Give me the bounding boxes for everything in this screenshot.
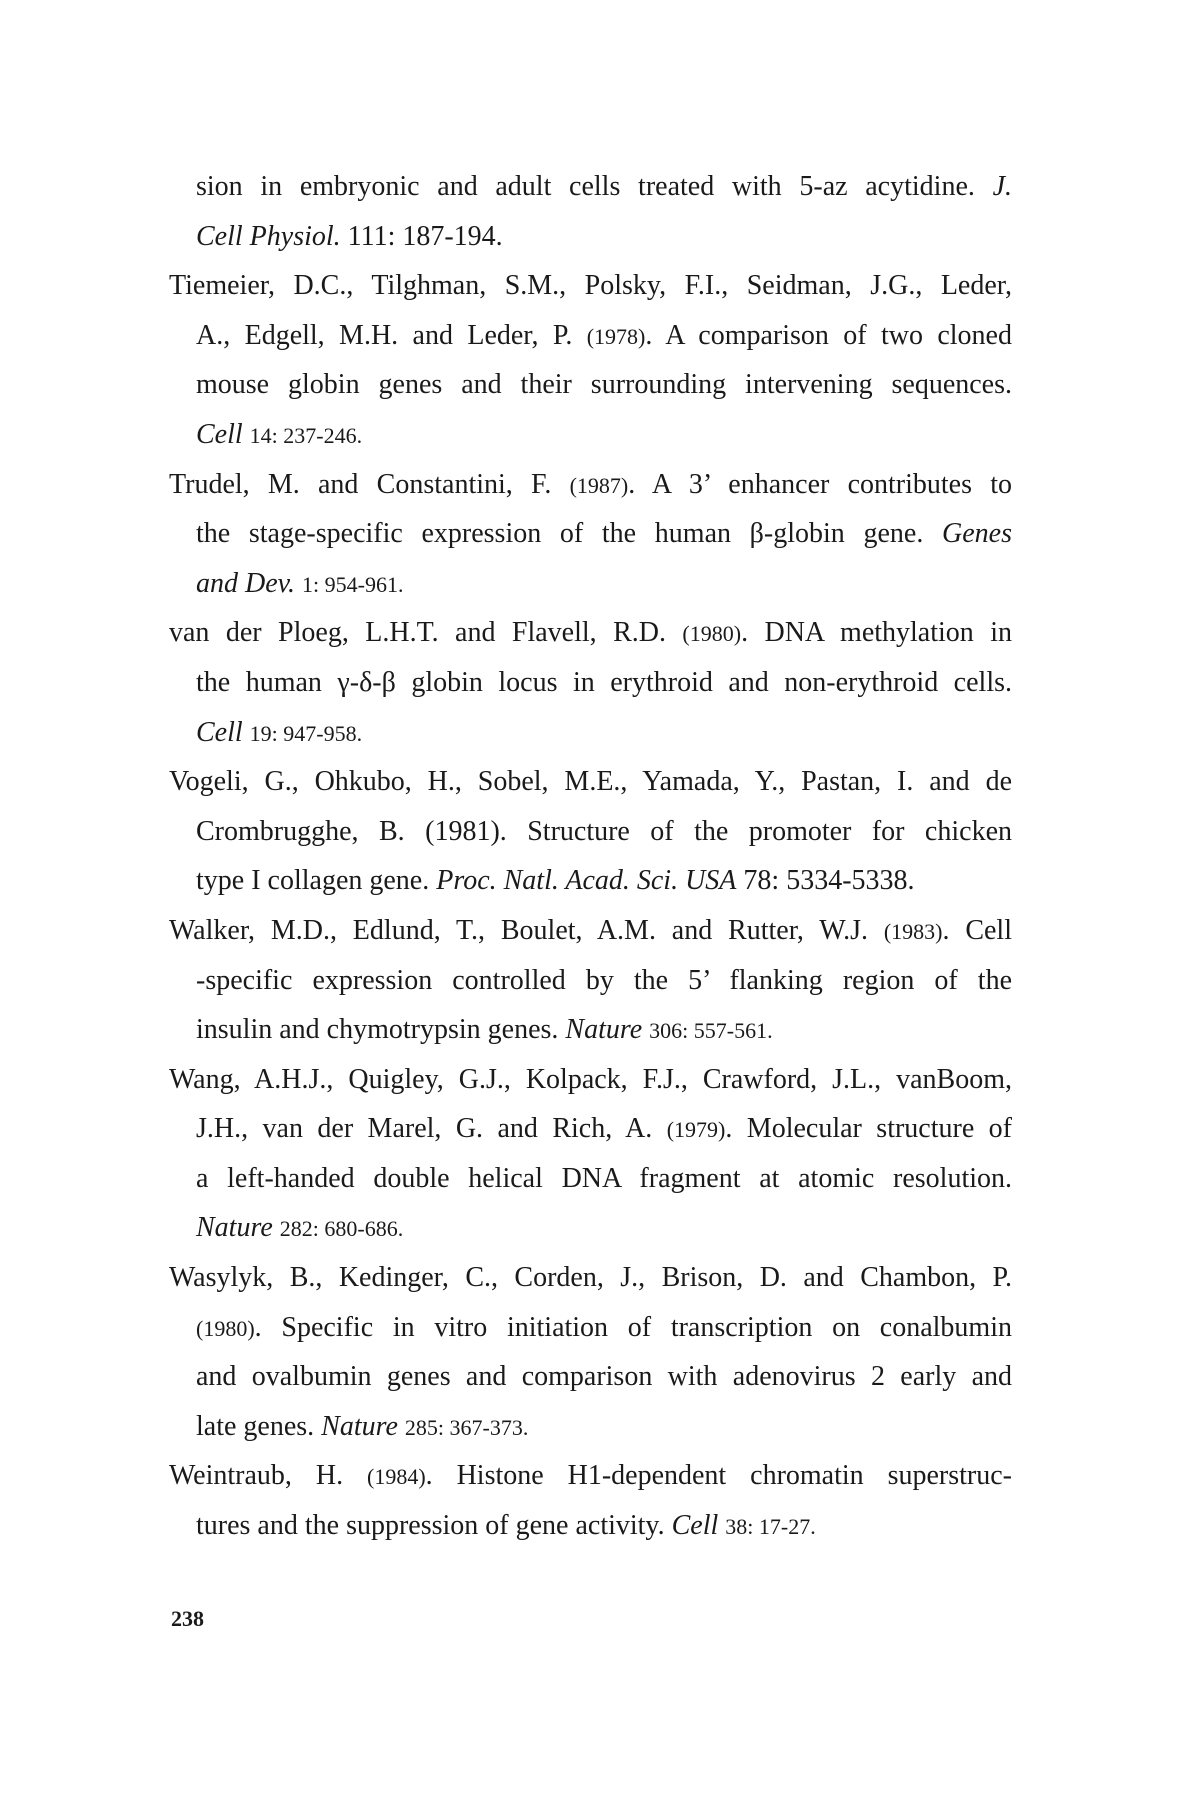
reference-line xyxy=(169,906,1012,956)
reference-entry xyxy=(169,261,1012,459)
reference-line xyxy=(169,460,1012,510)
reference-line xyxy=(169,162,1012,212)
reference-text: late genes. xyxy=(196,1410,322,1442)
reference-text: the human γ-δ-β globin locus in erythroid and non-erythroid cells. xyxy=(196,666,1012,698)
journal-title: and Dev. xyxy=(196,567,295,599)
reference-text: (1987) xyxy=(569,472,629,498)
reference-text: 78: 5334-5338. xyxy=(736,865,915,897)
reference-text: (1980) xyxy=(196,1315,255,1341)
journal-title: Nature xyxy=(196,1212,273,1244)
reference-text: sion in embryonic and adult cells treated with 5-az acytidine. xyxy=(196,171,993,202)
reference-entry xyxy=(169,757,1012,906)
reference-text: . Molecular structure of xyxy=(725,1113,1012,1145)
reference-line xyxy=(169,807,1012,857)
reference-line xyxy=(169,1005,1012,1055)
reference-text: a left-handed double helical DNA fragment at atomic resolution. xyxy=(196,1162,1012,1194)
reference-text: (1984) xyxy=(367,1464,426,1490)
reference-text: and ovalbumin genes and comparison with adenovirus 2 early and xyxy=(196,1361,1012,1393)
reference-line xyxy=(169,212,1012,262)
journal-title: Nature xyxy=(321,1410,398,1442)
reference-text: . A comparison of two cloned xyxy=(645,319,1012,351)
reference-text: mouse globin genes and their surrounding intervening sequences. xyxy=(196,369,1012,401)
reference-line xyxy=(169,1104,1012,1154)
reference-text xyxy=(243,717,250,748)
reference-line xyxy=(169,1055,1012,1105)
reference-line xyxy=(169,658,1012,708)
reference-text: Vogeli, G., Ohkubo, H., Sobel, M.E., Yamada, Y., Pastan, I. and de xyxy=(169,766,1012,798)
reference-text: 1: 954-961. xyxy=(302,571,404,597)
reference-line xyxy=(169,1402,1012,1452)
reference-line xyxy=(169,1253,1012,1303)
reference-line xyxy=(169,311,1012,361)
reference-line xyxy=(169,1303,1012,1353)
reference-text xyxy=(273,1212,280,1243)
reference-line xyxy=(169,261,1012,311)
reference-text: Tiemeier, D.C., Tilghman, S.M., Polsky, F.I., Seidman, J.G., Leder, xyxy=(169,270,1012,302)
reference-entry xyxy=(169,906,1012,1055)
reference-text: Crombrugghe, B. (1981). Structure of the promoter for chicken xyxy=(196,815,1012,847)
reference-line xyxy=(169,1501,1012,1551)
page-number: 238 xyxy=(171,1606,204,1631)
reference-text: insulin and chymotrypsin genes. xyxy=(196,1014,566,1046)
reference-text xyxy=(398,1411,405,1442)
journal-title: Cell xyxy=(196,418,243,450)
reference-entry xyxy=(169,460,1012,609)
reference-text: tures and the suppression of gene activity. xyxy=(196,1510,672,1542)
reference-line xyxy=(169,1154,1012,1204)
reference-text: . Specific in vitro initiation of transcription on conalbumin xyxy=(254,1311,1012,1343)
journal-title: Nature xyxy=(565,1014,643,1046)
reference-line xyxy=(169,856,1012,906)
reference-text: type I collagen gene. xyxy=(196,865,437,897)
reference-entry xyxy=(169,1055,1012,1253)
reference-line xyxy=(169,410,1012,460)
reference-line xyxy=(169,1203,1012,1253)
journal-title: Genes xyxy=(942,518,1012,550)
reference-list xyxy=(169,162,1012,1551)
reference-text: 285: 367-373. xyxy=(404,1414,529,1440)
journal-title: Proc. Natl. Acad. Sci. USA xyxy=(436,865,737,897)
reference-text: (1979) xyxy=(666,1117,726,1143)
reference-text: -specific expression controlled by the 5’ flanking region of the xyxy=(196,964,1012,996)
reference-line xyxy=(169,1451,1012,1501)
reference-text: 306: 557-561. xyxy=(649,1018,773,1044)
reference-text: (1978) xyxy=(586,323,646,349)
reference-text: . Histone H1-dependent chromatin superstruc- xyxy=(425,1460,1012,1492)
reference-text: 19: 947-958. xyxy=(249,720,363,746)
reference-text: A., Edgell, M.H. and Leder, P. xyxy=(196,319,587,351)
reference-text: 14: 237-246. xyxy=(249,422,363,448)
reference-line xyxy=(169,360,1012,410)
journal-title: Cell xyxy=(671,1510,719,1542)
reference-line xyxy=(169,757,1012,807)
reference-text xyxy=(295,568,302,599)
reference-line xyxy=(169,608,1012,658)
reference-text: the stage-specific expression of the human β-globin gene. xyxy=(196,518,943,550)
reference-entry xyxy=(169,1451,1012,1550)
reference-text: Weintraub, H. xyxy=(169,1460,367,1492)
reference-line xyxy=(169,708,1012,758)
reference-entry xyxy=(169,1253,1012,1451)
reference-text: Trudel, M. and Constantini, F. xyxy=(169,468,570,500)
reference-text: 282: 680-686. xyxy=(279,1216,404,1242)
reference-text: 111: 187-194. xyxy=(340,220,503,252)
reference-text: van der Ploeg, L.H.T. and Flavell, R.D. xyxy=(169,617,683,649)
reference-line xyxy=(169,956,1012,1006)
reference-text: Wang, A.H.J., Quigley, G.J., Kolpack, F.J., Crawford, J.L., vanBoom, xyxy=(169,1063,1012,1095)
reference-text: . Cell xyxy=(942,914,1012,946)
reference-text xyxy=(243,419,250,450)
reference-text: Walker, M.D., Edlund, T., Boulet, A.M. and Rutter, W.J. xyxy=(169,914,884,946)
reference-line xyxy=(169,509,1012,559)
reference-text: . DNA methylation in xyxy=(741,617,1012,649)
reference-entry xyxy=(169,162,1012,261)
journal-title: J. xyxy=(992,171,1012,202)
reference-text: Wasylyk, B., Kedinger, C., Corden, J., Brison, D. and Chambon, P. xyxy=(169,1262,1012,1294)
journal-title: Cell xyxy=(196,716,243,748)
reference-text: . A 3’ enhancer contributes to xyxy=(628,468,1012,500)
reference-text: J.H., van der Marel, G. and Rich, A. xyxy=(196,1113,667,1145)
journal-title: Cell Physiol. xyxy=(196,220,341,252)
reference-text: (1983) xyxy=(883,918,943,944)
reference-entry xyxy=(169,608,1012,757)
reference-line xyxy=(169,1352,1012,1402)
reference-text: (1980) xyxy=(682,621,742,647)
reference-line xyxy=(169,559,1012,609)
reference-text: 38: 17-27. xyxy=(725,1514,816,1540)
